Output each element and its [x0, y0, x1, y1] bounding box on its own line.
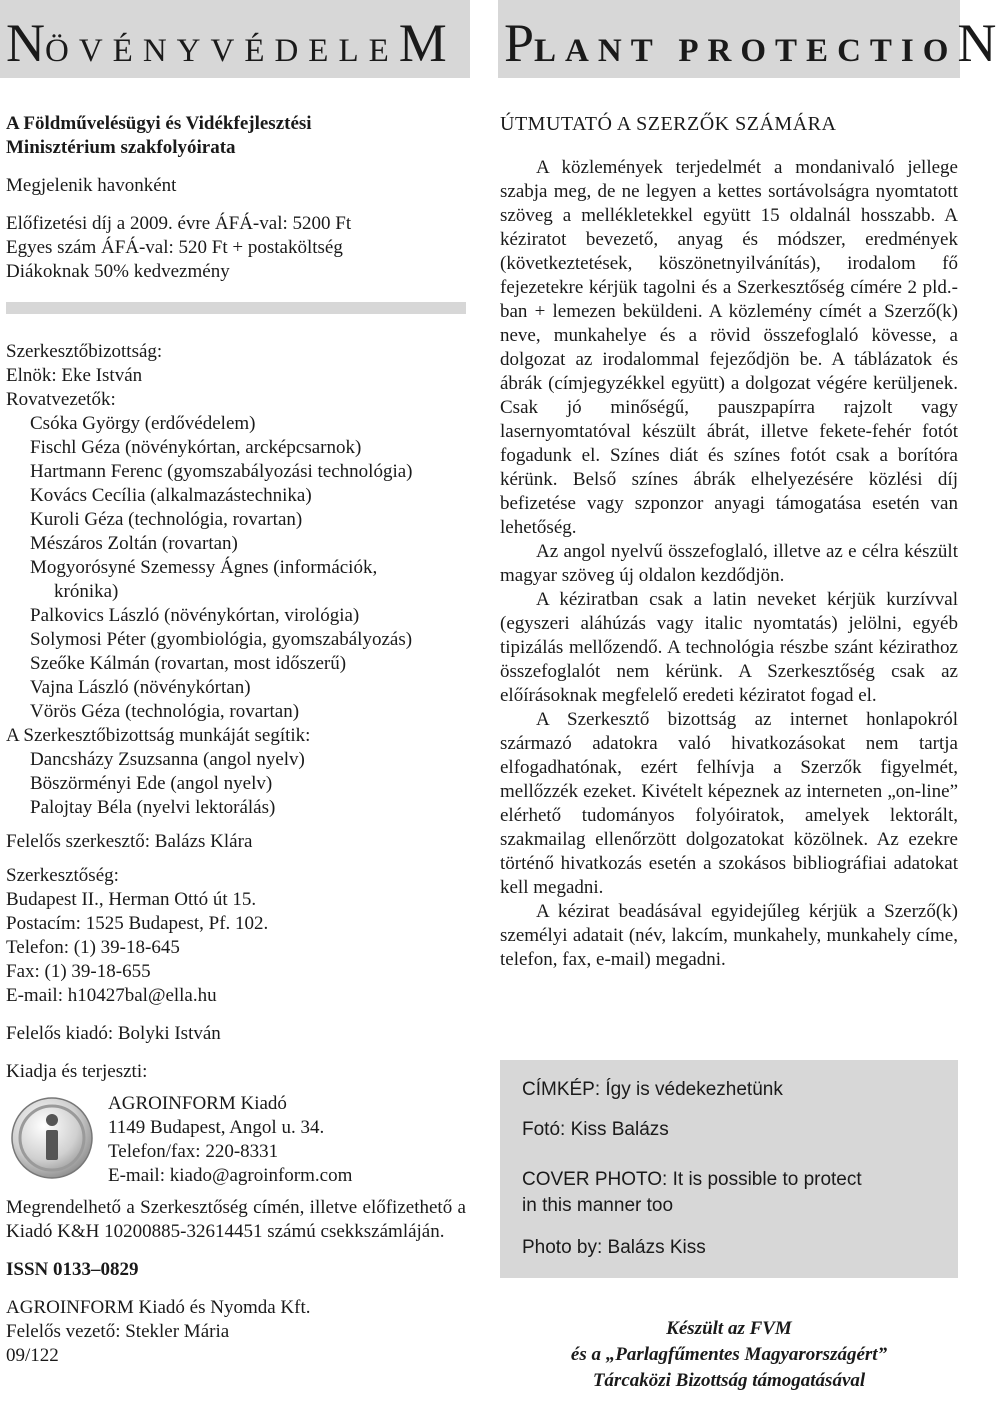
price-line: Egyes szám ÁFÁ-val: 520 Ft + postaköltség	[6, 237, 343, 258]
cover-photo-box	[500, 1060, 958, 1278]
editor-item: Csóka György (erdővédelem)	[30, 413, 256, 434]
agroinform-logo-icon	[10, 1096, 94, 1180]
frequency: Megjelenik havonként	[6, 175, 177, 196]
price-line: Előfizetési díj a 2009. évre ÁFÁ-val: 5200 Ft	[6, 213, 352, 234]
cover-label-hu: CÍMKÉP: Így is védekezhetünk	[522, 1079, 783, 1100]
office-address: Budapest II., Herman Ottó út 15.	[6, 889, 257, 910]
office-heading: Szerkesztőség:	[6, 865, 119, 886]
guidelines-paragraph: A közlemények terjedelmét a mondanivaló jellege szabja meg, de ne legyen a kettes sortávolságra nyomtatott szöveg a mellékletekkel együtt 15 oldalnál hosszabb. A kéziratot bevezető, anyag és módszer, eredmények (következtetések, köszönetnyilvánítás), irodalom fő fejezetekre kérjük tagolni és a Szerkesztőség címére 2 pld.-ban + lemezen beküldeni. A közlemény címét a Szerző(k) neve, munkahelye és a rövid összefoglaló kövesse, a dolgozat az irodalommal fejeződjön be. A táblázatok és ábrák (címjegyzékkel együtt) a dolgozat végére kerüljenek. Csak jó minőségű, pauszpapírra rajzolt vagy lasernyomtatóval készült ábrát, illetve fekete-fehér fotót fogadunk el. Színes diát és színes fotót csak a borítóra kérünk. Belső színes ábrák elhelyezésére közlési díj befizetése vagy szponzor anyagi támogatása esetén van lehetőség.	[500, 157, 958, 538]
publisher-address: 1149 Budapest, Angol u. 34.	[108, 1117, 325, 1138]
sponsor-credit-line: és a „Parlagfűmentes Magyarországért”	[570, 1344, 888, 1365]
editor-item: Solymosi Péter (gyombiológia, gyomszabályozás)	[30, 629, 413, 650]
sponsor-credit-line: Készült az FVM	[666, 1318, 792, 1339]
publisher-ministry-line: Minisztérium szakfolyóirata	[6, 137, 236, 158]
responsible-publisher: Felelős kiadó: Bolyki István	[6, 1023, 221, 1044]
editors-heading: Rovatvezetők:	[6, 389, 116, 410]
printer-head: Felelős vezető: Stekler Mária	[6, 1321, 230, 1342]
editor-item: Vörös Géza (technológia, rovartan)	[30, 701, 300, 722]
publisher-phone: Telefon/fax: 220-8331	[108, 1141, 279, 1162]
editor-item: Mészáros Zoltán (rovartan)	[30, 533, 238, 554]
publisher-block	[6, 1092, 466, 1188]
publisher-name: AGROINFORM Kiadó	[108, 1093, 287, 1114]
price-line: Diákoknak 50% kedvezmény	[6, 261, 230, 282]
editor-item: krónika)	[54, 581, 119, 602]
section-divider	[6, 302, 466, 314]
publisher-ministry-line: A Földművelésügyi és Vidékfejlesztési	[6, 113, 312, 134]
guidelines-heading: ÚTMUTATÓ A SZERZŐK SZÁMÁRA	[500, 113, 837, 135]
editor-item: Mogyorósyné Szemessy Ágnes (információk,	[30, 557, 378, 578]
journal-title-banner-hu	[0, 0, 470, 78]
office-fax: Fax: (1) 39-18-655	[6, 961, 151, 982]
helper-item: Dancsházy Zsuzsanna (angol nyelv)	[30, 749, 305, 770]
author-guidelines-column	[500, 112, 958, 972]
cover-label-en-cont: in this manner too	[522, 1195, 674, 1216]
guidelines-paragraph: Az angol nyelvű összefoglaló, illetve az e célra készült magyar szöveg új oldalon kezdődjön.	[500, 541, 958, 586]
guidelines-paragraph: A Szerkesztő bizottság az internet honlapokról származó adatokra való hivatkozásokat nem tartja elfogadhatónak, ezért felhívja a Szerzők figyelmét, mellőzzék ezeket. Kivételt képeznek az interneten „on-line” elérhető tudományos folyóiratok, amelyek lektorált, szakmailag ellenőrzött dolgozatokat közölnek. Az ezekre történő hivatkozás esetén a szokásos bibliográfiai adatokat kell megadni.	[500, 709, 958, 898]
guidelines-paragraph: A kézirat beadásával egyidejűleg kérjük a Szerző(k) személyi adatait (név, lakcím, munkahely, munkahely címe, telefon, fax, e-mail) megadni.	[500, 901, 958, 970]
office-email[interactable]: E-mail: h10427bal@ella.hu	[6, 985, 217, 1006]
editor-item: Szeőke Kálmán (rovartan, most időszerű)	[30, 653, 347, 674]
cover-label-en: COVER PHOTO: It is possible to protect	[522, 1169, 862, 1190]
journal-title-banner-en	[498, 0, 996, 78]
office-postal: Postacím: 1525 Budapest, Pf. 102.	[6, 913, 269, 934]
helpers-heading: A Szerkesztőbizottság munkáját segítik:	[6, 725, 311, 746]
board-heading: Szerkesztőbizottság:	[6, 341, 163, 362]
journal-title-en: PLANT PROTECTION	[504, 13, 996, 73]
publisher-email[interactable]: E-mail: kiado@agroinform.com	[108, 1165, 353, 1186]
journal-title-hu: NÖVÉNYVÉDELEM	[6, 13, 447, 73]
office-phone: Telefon: (1) 39-18-645	[6, 937, 180, 958]
cover-photo-credit-hu: Fotó: Kiss Balázs	[522, 1119, 669, 1140]
print-code: 09/122	[6, 1345, 59, 1366]
responsible-editor: Felelős szerkesztő: Balázs Klára	[6, 831, 253, 852]
editor-item: Kuroli Géza (technológia, rovartan)	[30, 509, 303, 530]
helper-item: Palojtay Béla (nyelvi lektorálás)	[30, 797, 276, 818]
board-chair: Elnök: Eke István	[6, 365, 143, 386]
issn: ISSN 0133–0829	[6, 1259, 139, 1280]
editor-item: Fischl Géza (növénykórtan, arcképcsarnok)	[30, 437, 362, 458]
printer: AGROINFORM Kiadó és Nyomda Kft.	[6, 1297, 311, 1318]
sponsor-credit-line: Tárcaközi Bizottság támogatásával	[592, 1370, 866, 1391]
editor-item: Palkovics László (növénykórtan, virológia)	[30, 605, 360, 626]
publisher-heading: Kiadja és terjeszti:	[6, 1061, 148, 1082]
helper-item: Böszörményi Ede (angol nyelv)	[30, 773, 273, 794]
editor-item: Vajna László (növénykórtan)	[30, 677, 251, 698]
editor-item: Kovács Cecília (alkalmazástechnika)	[30, 485, 312, 506]
guidelines-paragraph: A kéziratban csak a latin neveket kérjük kurzívval (egyszeri aláhúzás vagy italic nyomtatás) jelölni, egyéb tipizálás mellőzendő. A technológia részbe szánt kézirathoz összefoglalót nem kérünk. A Szerkesztőség csak az előírásoknak megfelelő eredeti kéziratot fogad el.	[500, 589, 958, 706]
subscription-info: Megrendelhető a Szerkesztőség címén, illetve előfizethető a Kiadó K&H 10200885-32614451 számú csekkszámláján.	[6, 1197, 466, 1242]
sponsor-credit	[500, 1316, 958, 1394]
editor-item: Hartmann Ferenc (gyomszabályozási technológia)	[30, 461, 413, 482]
cover-photo-credit-en: Photo by: Balázs Kiss	[522, 1237, 706, 1258]
masthead-column	[6, 112, 466, 1368]
